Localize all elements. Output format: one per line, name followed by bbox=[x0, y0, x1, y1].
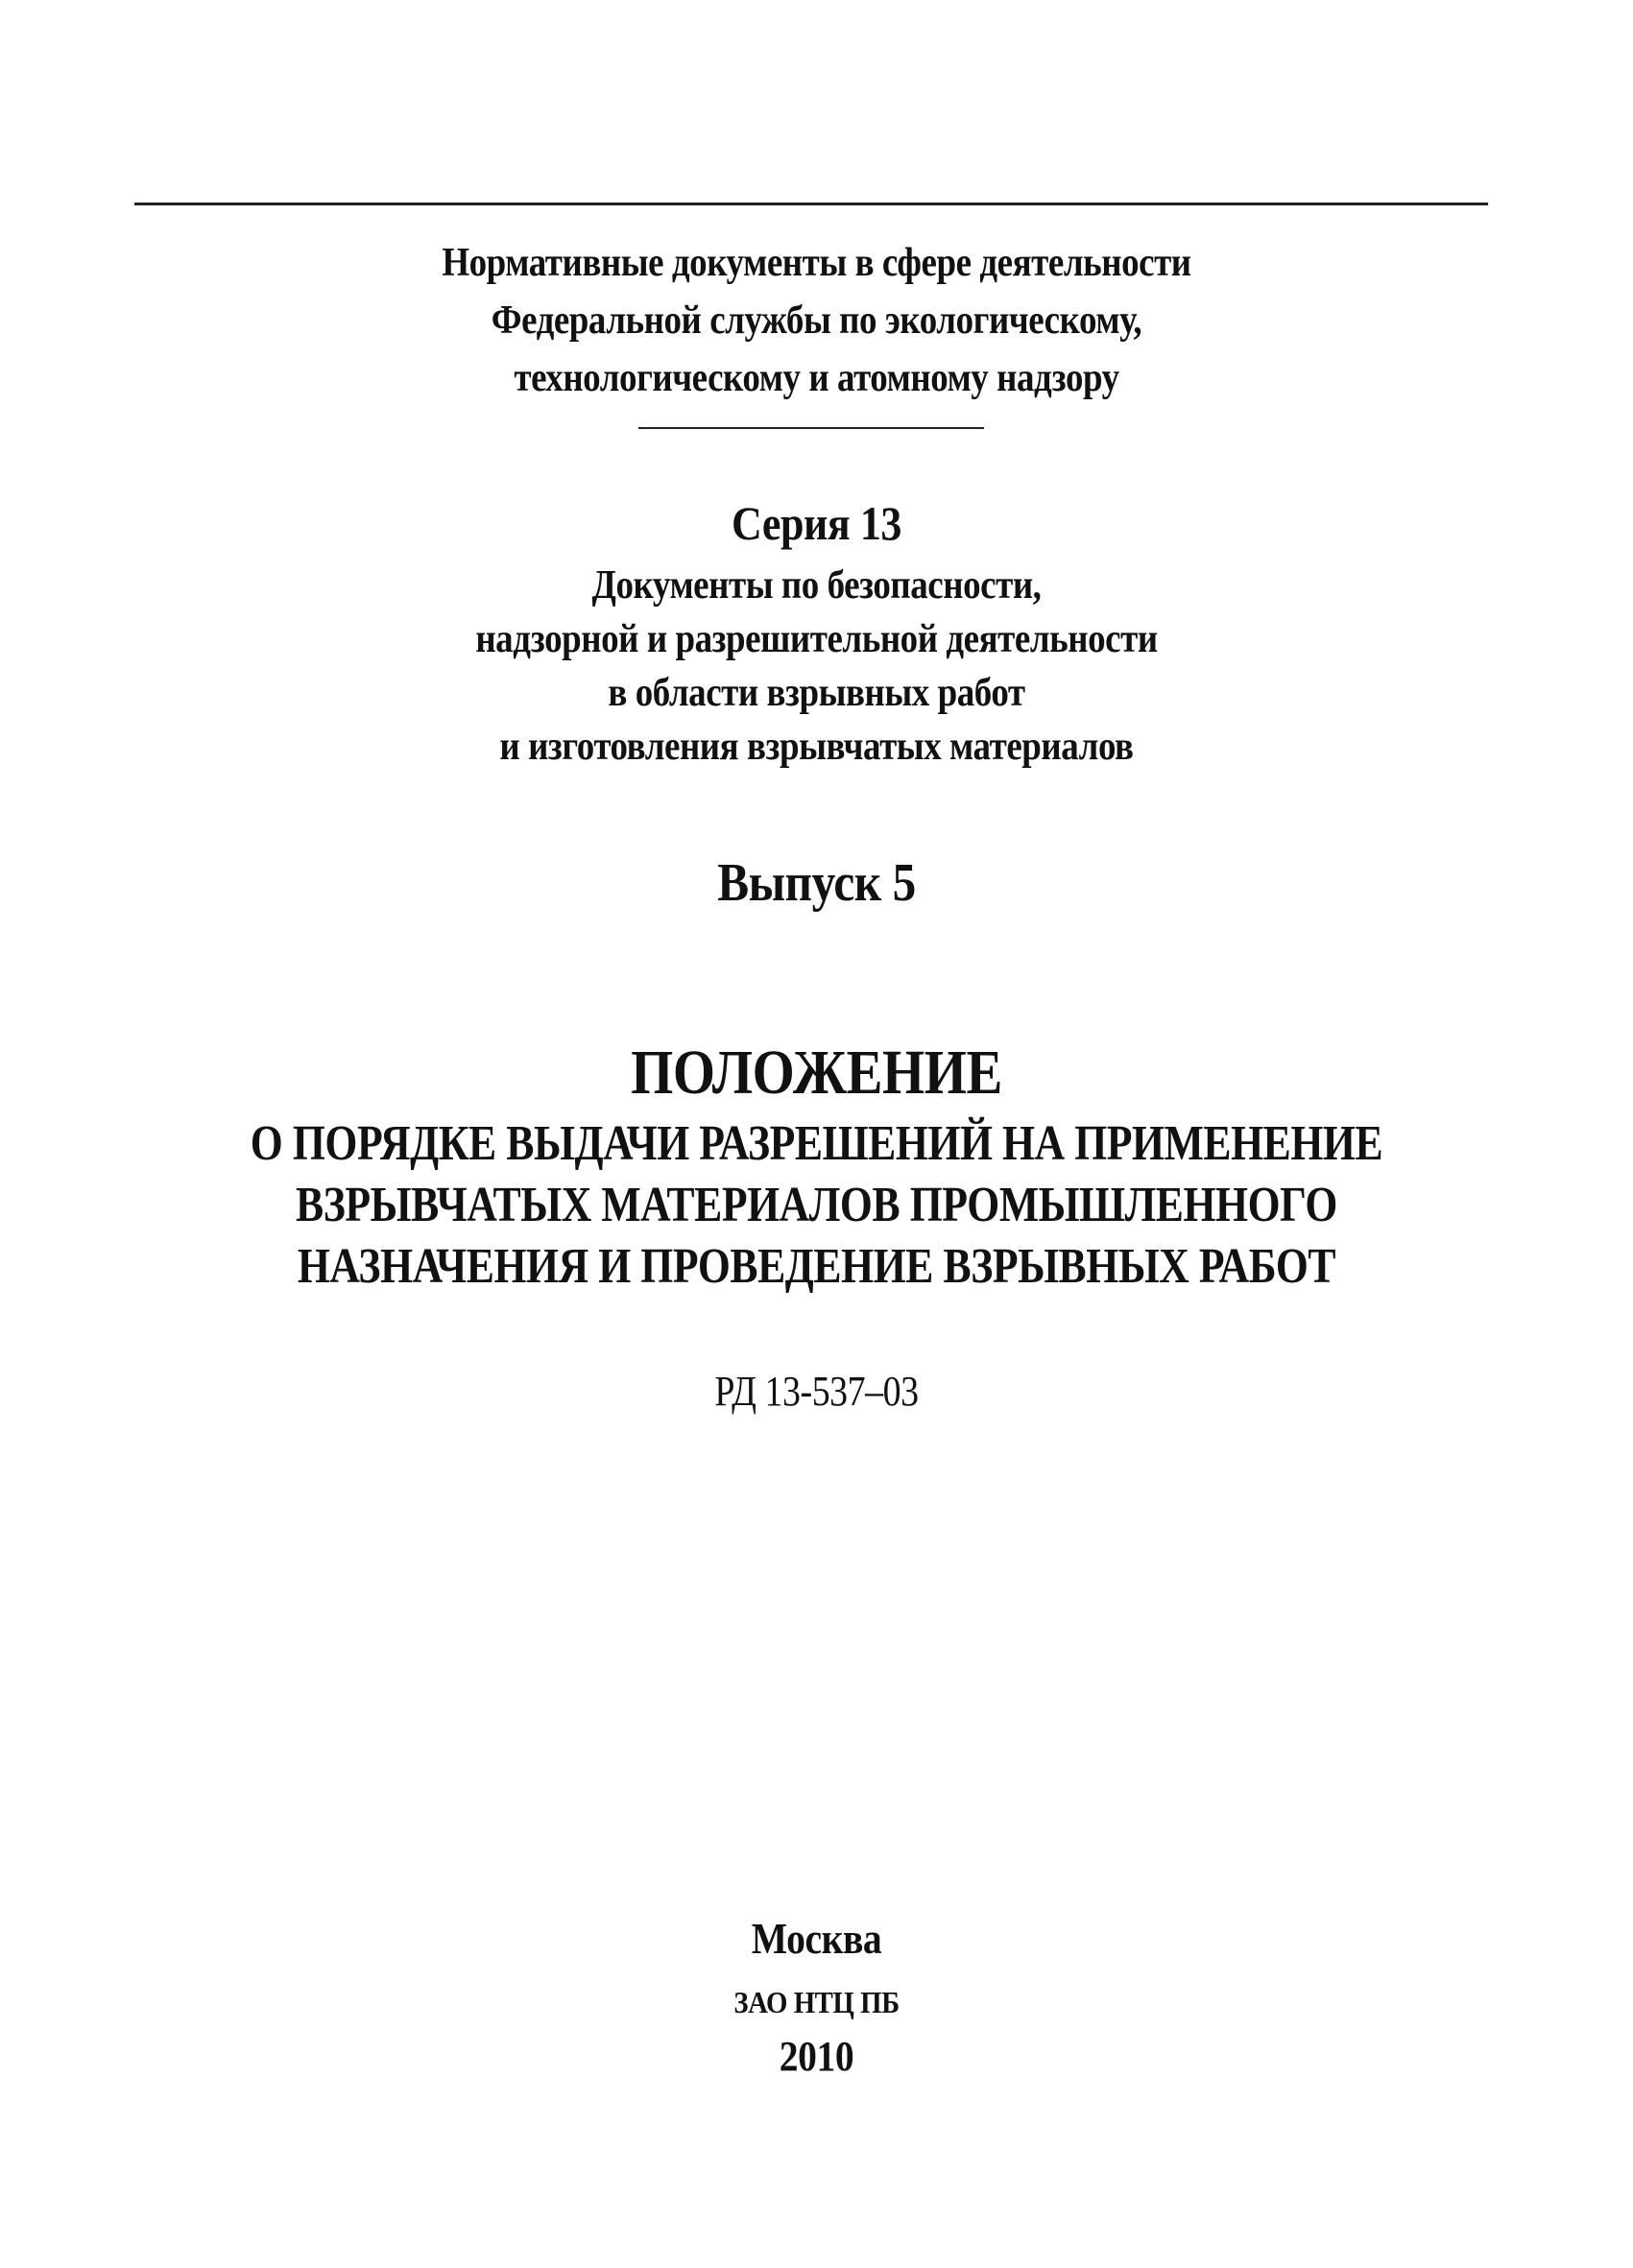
authority-block bbox=[98, 234, 1535, 407]
series-title: Серия 13 bbox=[732, 496, 901, 550]
top-divider bbox=[134, 203, 1488, 205]
document-heading: ПОЛОЖЕНИЕ bbox=[631, 1038, 1002, 1108]
series-description-line-4: и изготовления взрывчатых материалов bbox=[499, 725, 1134, 769]
document-subtitle bbox=[131, 1113, 1502, 1298]
authority-line-2: Федеральной службы по экологическому, bbox=[491, 298, 1142, 343]
imprint-year: 2010 bbox=[779, 2033, 854, 2080]
document-code: РД 13-537–03 bbox=[714, 1368, 919, 1415]
document-subtitle-line-2: ВЗРЫВЧАТЫХ МАТЕРИАЛОВ ПРОМЫШЛЕННОГО bbox=[295, 1178, 1337, 1232]
authority-divider bbox=[638, 427, 984, 429]
series-description-line-1: Документы по безопасности, bbox=[591, 563, 1042, 608]
authority-line-1: Нормативные документы в сфере деятельности bbox=[442, 241, 1191, 285]
series-description-line-3: в области взрывных работ bbox=[608, 671, 1025, 715]
series-description-line-2: надзорной и разрешительной деятельности bbox=[475, 617, 1158, 661]
document-subtitle-line-1: О ПОРЯДКЕ ВЫДАЧИ РАЗРЕШЕНИЙ НА ПРИМЕНЕНИЕ bbox=[250, 1116, 1383, 1171]
issue-number: Выпуск 5 bbox=[717, 853, 916, 913]
imprint-city: Москва bbox=[751, 1914, 882, 1963]
imprint-publisher: ЗАО НТЦ ПБ bbox=[733, 1985, 900, 2019]
document-subtitle-line-3: НАЗНАЧЕНИЯ И ПРОВЕДЕНИЕ ВЗРЫВНЫХ РАБОТ bbox=[297, 1239, 1336, 1294]
series-description bbox=[98, 559, 1535, 774]
authority-line-3: технологическому и атомному надзору bbox=[514, 356, 1119, 400]
